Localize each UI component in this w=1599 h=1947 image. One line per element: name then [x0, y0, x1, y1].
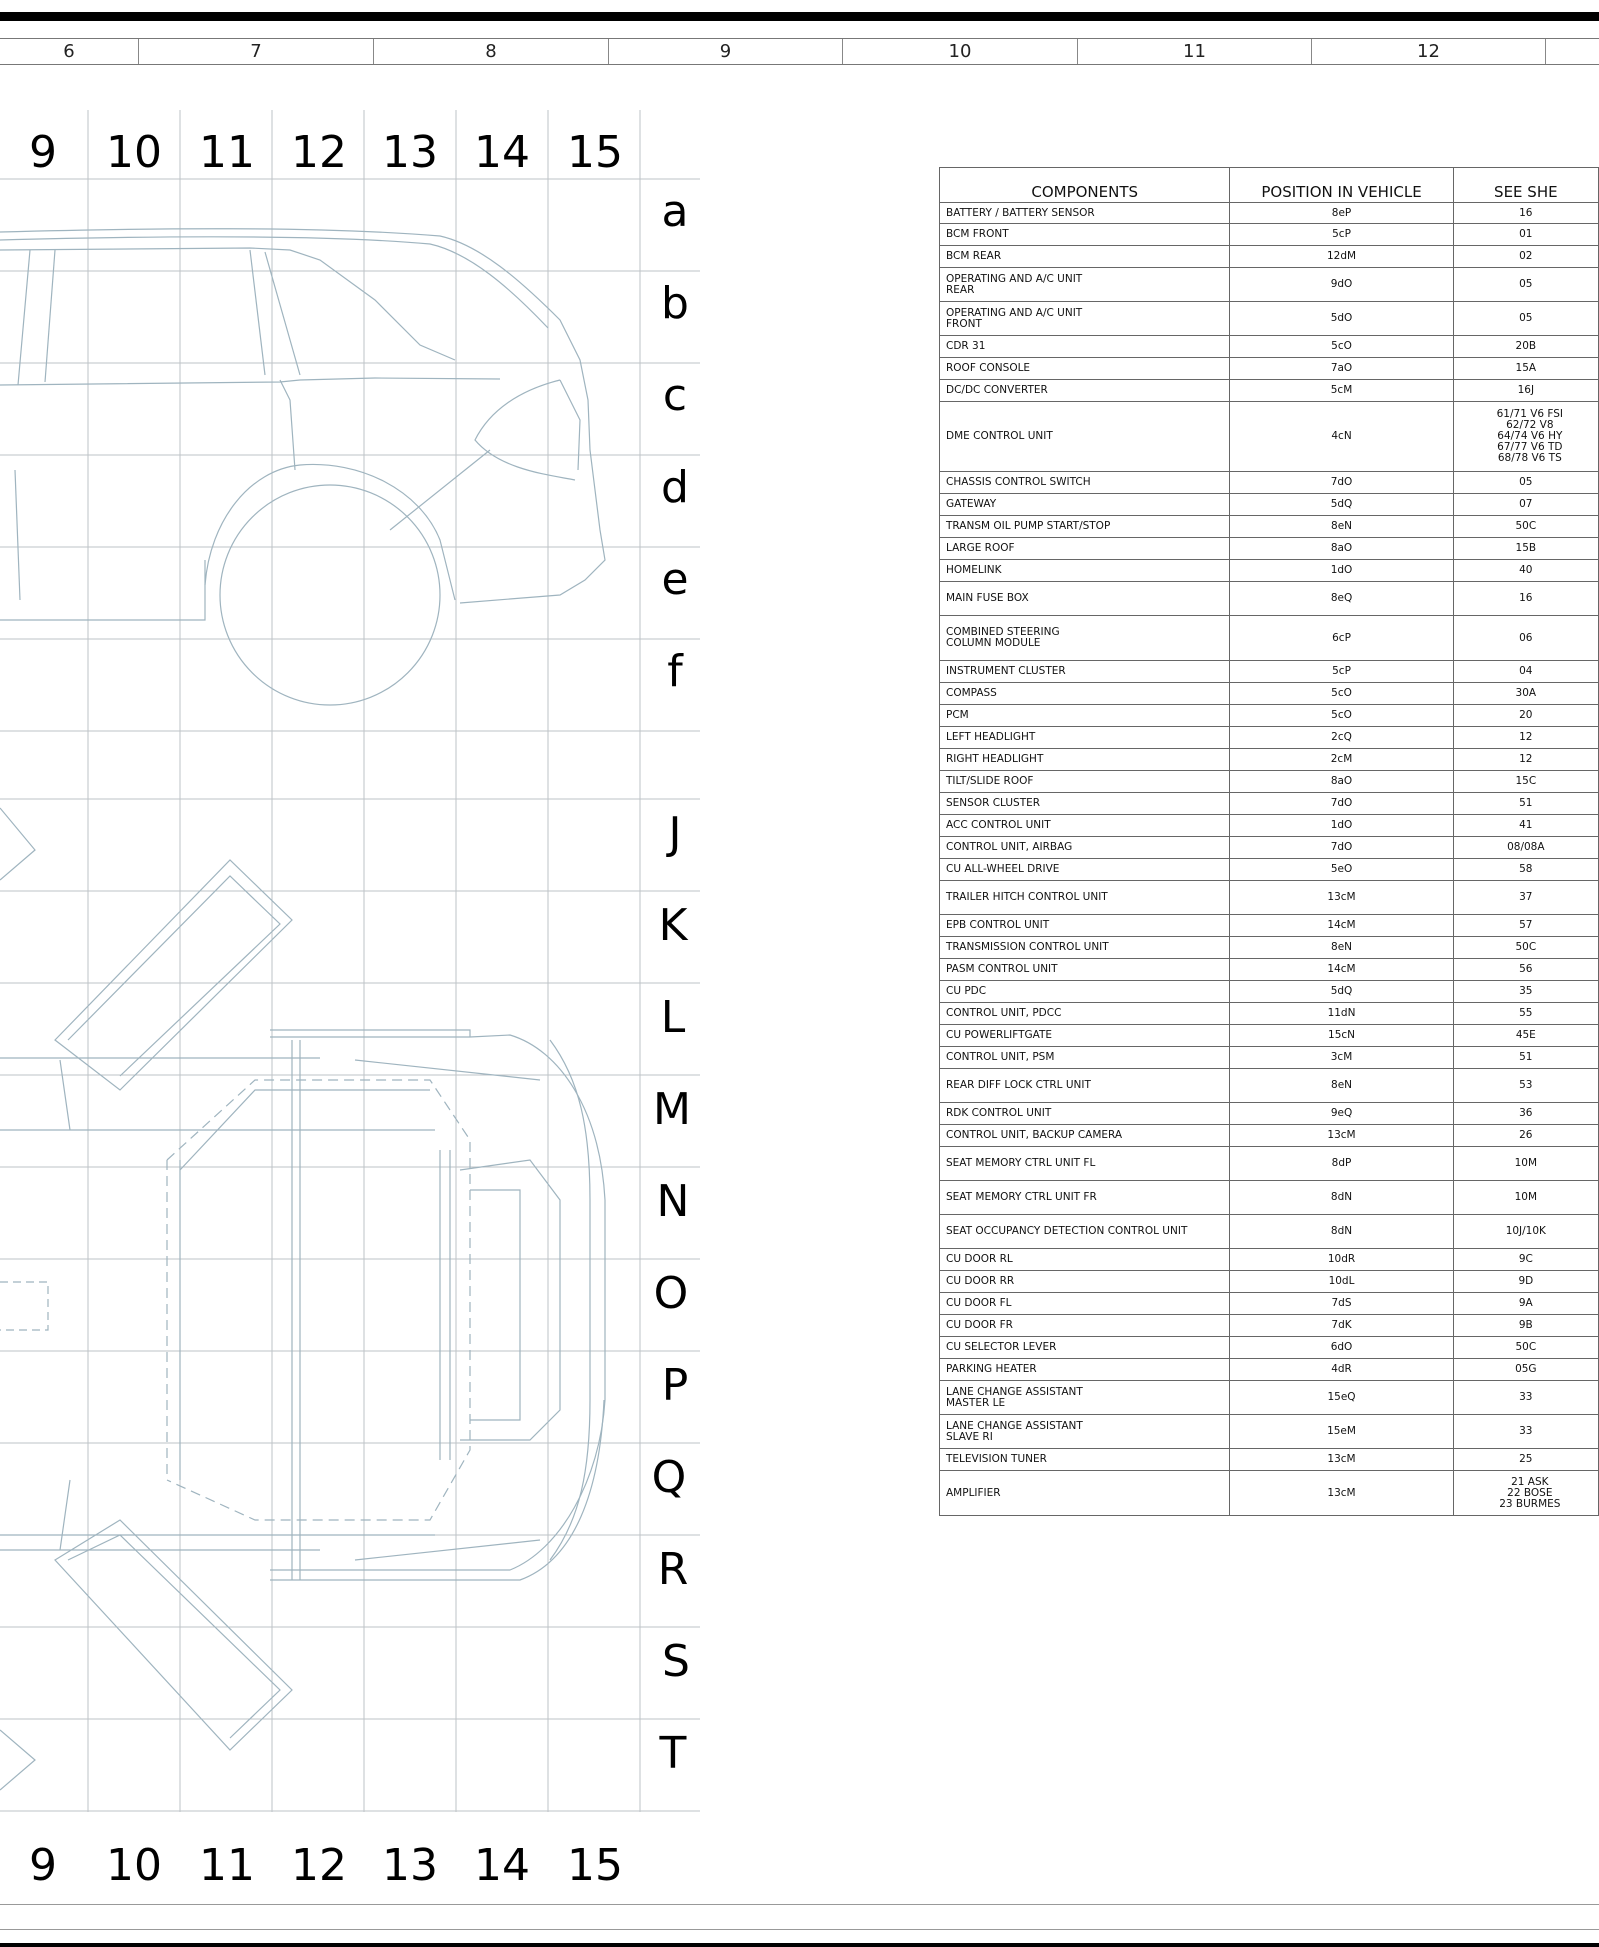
- table-row: [940, 1315, 1599, 1337]
- position-in-vehicle: 1dO: [1230, 560, 1453, 582]
- table-row: [940, 358, 1599, 380]
- position-in-vehicle: 15eM: [1230, 1415, 1453, 1449]
- header-see-sheet: SEE SHE: [1453, 168, 1598, 203]
- see-sheet: 10M: [1453, 1181, 1598, 1215]
- see-sheet: 40: [1453, 560, 1598, 582]
- table-row: [940, 749, 1599, 771]
- position-in-vehicle: 8eN: [1230, 516, 1453, 538]
- component-name: GATEWAY: [940, 494, 1230, 516]
- table-row: [940, 1181, 1599, 1215]
- component-name: CU DOOR FR: [940, 1315, 1230, 1337]
- table-row: [940, 246, 1599, 268]
- component-name: CU ALL-WHEEL DRIVE: [940, 859, 1230, 881]
- component-name: COMBINED STEERING COLUMN MODULE: [940, 616, 1230, 661]
- table-row: [940, 582, 1599, 616]
- see-sheet: 35: [1453, 981, 1598, 1003]
- see-sheet: 50C: [1453, 516, 1598, 538]
- see-sheet: 33: [1453, 1381, 1598, 1415]
- table-row: [940, 560, 1599, 582]
- row-label: a: [661, 186, 689, 237]
- component-name: CONTROL UNIT, PSM: [940, 1047, 1230, 1069]
- component-name: CONTROL UNIT, PDCC: [940, 1003, 1230, 1025]
- row-label: Q: [651, 1452, 687, 1503]
- table-row: [940, 837, 1599, 859]
- component-name: BCM REAR: [940, 246, 1230, 268]
- position-in-vehicle: 15eQ: [1230, 1381, 1453, 1415]
- position-in-vehicle: 5dQ: [1230, 494, 1453, 516]
- table-row: [940, 661, 1599, 683]
- see-sheet: 25: [1453, 1449, 1598, 1471]
- table-row: [940, 859, 1599, 881]
- component-name: DC/DC CONVERTER: [940, 380, 1230, 402]
- see-sheet: 01: [1453, 224, 1598, 246]
- header-components: COMPONENTS: [940, 168, 1230, 203]
- column-label: 15: [567, 127, 623, 178]
- see-sheet: 30A: [1453, 683, 1598, 705]
- position-in-vehicle: 13cM: [1230, 1125, 1453, 1147]
- ruler-cell: 9: [609, 39, 843, 64]
- table-row: [940, 1449, 1599, 1471]
- position-in-vehicle: 12dM: [1230, 246, 1453, 268]
- position-in-vehicle: 13cM: [1230, 1449, 1453, 1471]
- see-sheet: 15A: [1453, 358, 1598, 380]
- table-row: [940, 616, 1599, 661]
- position-in-vehicle: 8eQ: [1230, 582, 1453, 616]
- see-sheet: 08/08A: [1453, 837, 1598, 859]
- column-label: 10: [106, 127, 162, 178]
- table-row: [940, 224, 1599, 246]
- see-sheet: 9C: [1453, 1249, 1598, 1271]
- see-sheet: 20: [1453, 705, 1598, 727]
- table-row: [940, 815, 1599, 837]
- table-row: [940, 881, 1599, 915]
- see-sheet: 02: [1453, 246, 1598, 268]
- see-sheet: 07: [1453, 494, 1598, 516]
- ruler-cell: 10: [843, 39, 1078, 64]
- component-name: INSTRUMENT CLUSTER: [940, 661, 1230, 683]
- see-sheet: 20B: [1453, 336, 1598, 358]
- column-label: 13: [382, 127, 438, 178]
- position-in-vehicle: 5cM: [1230, 380, 1453, 402]
- position-in-vehicle: 2cM: [1230, 749, 1453, 771]
- position-in-vehicle: 7aO: [1230, 358, 1453, 380]
- see-sheet: 9B: [1453, 1315, 1598, 1337]
- table-row: [940, 771, 1599, 793]
- table-row: [940, 793, 1599, 815]
- column-label: 15: [567, 1840, 623, 1891]
- table-row: [940, 727, 1599, 749]
- see-sheet: 33: [1453, 1415, 1598, 1449]
- see-sheet: 05: [1453, 302, 1598, 336]
- see-sheet: 9A: [1453, 1293, 1598, 1315]
- row-label: T: [659, 1728, 687, 1779]
- column-label: 10: [106, 1840, 162, 1891]
- header-position: POSITION IN VEHICLE: [1230, 168, 1453, 203]
- component-name: BATTERY / BATTERY SENSOR: [940, 203, 1230, 224]
- row-label: K: [658, 900, 688, 951]
- column-label: 14: [474, 1840, 530, 1891]
- ruler-cell: 12: [1312, 39, 1546, 64]
- position-in-vehicle: 10dR: [1230, 1249, 1453, 1271]
- table-row: [940, 402, 1599, 472]
- component-name: SEAT MEMORY CTRL UNIT FR: [940, 1181, 1230, 1215]
- column-label: 12: [291, 127, 347, 178]
- position-in-vehicle: 8eN: [1230, 937, 1453, 959]
- component-name: CONTROL UNIT, BACKUP CAMERA: [940, 1125, 1230, 1147]
- column-label: 14: [474, 127, 530, 178]
- see-sheet: 21 ASK 22 BOSE 23 BURMES: [1453, 1471, 1598, 1516]
- position-in-vehicle: 5cO: [1230, 683, 1453, 705]
- position-in-vehicle: 5dO: [1230, 302, 1453, 336]
- component-name: COMPASS: [940, 683, 1230, 705]
- column-label: 11: [199, 127, 255, 178]
- see-sheet: 57: [1453, 915, 1598, 937]
- component-name: OPERATING AND A/C UNIT REAR: [940, 268, 1230, 302]
- component-name: TELEVISION TUNER: [940, 1449, 1230, 1471]
- position-in-vehicle: 9dO: [1230, 268, 1453, 302]
- component-name: TRANSMISSION CONTROL UNIT: [940, 937, 1230, 959]
- table-row: [940, 705, 1599, 727]
- table-row: [940, 959, 1599, 981]
- see-sheet: 04: [1453, 661, 1598, 683]
- position-in-vehicle: 8dN: [1230, 1215, 1453, 1249]
- component-name: MAIN FUSE BOX: [940, 582, 1230, 616]
- see-sheet: 16J: [1453, 380, 1598, 402]
- position-in-vehicle: 15cN: [1230, 1025, 1453, 1047]
- see-sheet: 41: [1453, 815, 1598, 837]
- see-sheet: 37: [1453, 881, 1598, 915]
- see-sheet: 16: [1453, 582, 1598, 616]
- column-label: 11: [199, 1840, 255, 1891]
- see-sheet: 05: [1453, 472, 1598, 494]
- row-label: M: [653, 1084, 691, 1135]
- table-row: [940, 1415, 1599, 1449]
- table-row: [940, 1359, 1599, 1381]
- see-sheet: 05: [1453, 268, 1598, 302]
- row-label: N: [656, 1176, 690, 1227]
- table-row: [940, 538, 1599, 560]
- component-name: PCM: [940, 705, 1230, 727]
- table-row: [940, 1293, 1599, 1315]
- position-in-vehicle: 9eQ: [1230, 1103, 1453, 1125]
- position-in-vehicle: 8eP: [1230, 203, 1453, 224]
- table-row: [940, 1271, 1599, 1293]
- row-label: P: [661, 1360, 689, 1411]
- ruler-cell: 11: [1078, 39, 1312, 64]
- table-row: [940, 1471, 1599, 1516]
- table-row: [940, 516, 1599, 538]
- see-sheet: 10M: [1453, 1147, 1598, 1181]
- see-sheet: 50C: [1453, 937, 1598, 959]
- component-name: ACC CONTROL UNIT: [940, 815, 1230, 837]
- table-row: [940, 915, 1599, 937]
- position-in-vehicle: 13cM: [1230, 881, 1453, 915]
- see-sheet: 26: [1453, 1125, 1598, 1147]
- position-in-vehicle: 8dP: [1230, 1147, 1453, 1181]
- component-name: RDK CONTROL UNIT: [940, 1103, 1230, 1125]
- table-row: [940, 1103, 1599, 1125]
- component-name: CU PDC: [940, 981, 1230, 1003]
- table-row: [940, 336, 1599, 358]
- table-row: [940, 1047, 1599, 1069]
- position-in-vehicle: 8aO: [1230, 538, 1453, 560]
- component-name: EPB CONTROL UNIT: [940, 915, 1230, 937]
- position-in-vehicle: 8aO: [1230, 771, 1453, 793]
- column-label: 9: [29, 127, 57, 178]
- table-header-row: [940, 168, 1599, 203]
- position-in-vehicle: 5eO: [1230, 859, 1453, 881]
- table-row: [940, 203, 1599, 224]
- row-label: O: [653, 1268, 689, 1319]
- component-name: TRANSM OIL PUMP START/STOP: [940, 516, 1230, 538]
- table-row: [940, 1249, 1599, 1271]
- table-row: [940, 302, 1599, 336]
- component-name: OPERATING AND A/C UNIT FRONT: [940, 302, 1230, 336]
- see-sheet: 15B: [1453, 538, 1598, 560]
- component-name: AMPLIFIER: [940, 1471, 1230, 1516]
- see-sheet: 53: [1453, 1069, 1598, 1103]
- see-sheet: 55: [1453, 1003, 1598, 1025]
- components-table: [939, 167, 1599, 1516]
- row-label: R: [657, 1544, 689, 1595]
- row-label: J: [668, 808, 682, 859]
- component-name: LARGE ROOF: [940, 538, 1230, 560]
- position-in-vehicle: 6dO: [1230, 1337, 1453, 1359]
- component-name: TILT/SLIDE ROOF: [940, 771, 1230, 793]
- table-row: [940, 1381, 1599, 1415]
- row-label: b: [661, 278, 689, 329]
- see-sheet: 36: [1453, 1103, 1598, 1125]
- position-in-vehicle: 5cO: [1230, 705, 1453, 727]
- position-in-vehicle: 8eN: [1230, 1069, 1453, 1103]
- component-name: DME CONTROL UNIT: [940, 402, 1230, 472]
- column-label: 13: [382, 1840, 438, 1891]
- row-label: S: [662, 1636, 690, 1687]
- component-name: CDR 31: [940, 336, 1230, 358]
- table-row: [940, 494, 1599, 516]
- table-row: [940, 937, 1599, 959]
- table-row: [940, 380, 1599, 402]
- table-row: [940, 981, 1599, 1003]
- position-in-vehicle: 7dS: [1230, 1293, 1453, 1315]
- component-name: RIGHT HEADLIGHT: [940, 749, 1230, 771]
- position-in-vehicle: 14cM: [1230, 959, 1453, 981]
- position-in-vehicle: 6cP: [1230, 616, 1453, 661]
- component-name: LANE CHANGE ASSISTANT MASTER LE: [940, 1381, 1230, 1415]
- component-name: LEFT HEADLIGHT: [940, 727, 1230, 749]
- see-sheet: 06: [1453, 616, 1598, 661]
- table-row: [940, 268, 1599, 302]
- component-name: CU DOOR RR: [940, 1271, 1230, 1293]
- column-label: 9: [29, 1840, 57, 1891]
- component-name: SENSOR CLUSTER: [940, 793, 1230, 815]
- position-in-vehicle: 13cM: [1230, 1471, 1453, 1516]
- see-sheet: 12: [1453, 727, 1598, 749]
- component-name: SEAT OCCUPANCY DETECTION CONTROL UNIT: [940, 1215, 1230, 1249]
- see-sheet: 05G: [1453, 1359, 1598, 1381]
- see-sheet: 9D: [1453, 1271, 1598, 1293]
- component-name: SEAT MEMORY CTRL UNIT FL: [940, 1147, 1230, 1181]
- component-name: TRAILER HITCH CONTROL UNIT: [940, 881, 1230, 915]
- table-row: [940, 1147, 1599, 1181]
- row-label: e: [661, 554, 689, 605]
- table-row: [940, 1125, 1599, 1147]
- see-sheet: 61/71 V6 FSI 62/72 V8 64/74 V6 HY 67/77 V6 TD 68/78 V6 TS: [1453, 402, 1598, 472]
- position-in-vehicle: 5cO: [1230, 336, 1453, 358]
- component-name: PARKING HEATER: [940, 1359, 1230, 1381]
- position-in-vehicle: 7dO: [1230, 837, 1453, 859]
- bottom-border-lines: [0, 1904, 1599, 1930]
- row-label: L: [660, 992, 686, 1043]
- table-row: [940, 1025, 1599, 1047]
- see-sheet: 10J/10K: [1453, 1215, 1598, 1249]
- position-in-vehicle: 5cP: [1230, 224, 1453, 246]
- see-sheet: 51: [1453, 793, 1598, 815]
- component-name: CU SELECTOR LEVER: [940, 1337, 1230, 1359]
- column-label: 12: [291, 1840, 347, 1891]
- row-label: f: [667, 646, 683, 697]
- component-name: REAR DIFF LOCK CTRL UNIT: [940, 1069, 1230, 1103]
- component-name: BCM FRONT: [940, 224, 1230, 246]
- see-sheet: 56: [1453, 959, 1598, 981]
- position-in-vehicle: 8dN: [1230, 1181, 1453, 1215]
- position-in-vehicle: 4dR: [1230, 1359, 1453, 1381]
- component-name: CU POWERLIFTGATE: [940, 1025, 1230, 1047]
- component-name: CONTROL UNIT, AIRBAG: [940, 837, 1230, 859]
- see-sheet: 15C: [1453, 771, 1598, 793]
- table-row: [940, 1003, 1599, 1025]
- component-name: LANE CHANGE ASSISTANT SLAVE RI: [940, 1415, 1230, 1449]
- component-name: CU DOOR RL: [940, 1249, 1230, 1271]
- position-in-vehicle: 14cM: [1230, 915, 1453, 937]
- table-row: [940, 683, 1599, 705]
- table-row: [940, 472, 1599, 494]
- position-in-vehicle: 11dN: [1230, 1003, 1453, 1025]
- position-in-vehicle: 3cM: [1230, 1047, 1453, 1069]
- ruler-cell: 7: [139, 39, 374, 64]
- table-row: [940, 1069, 1599, 1103]
- table-row: [940, 1337, 1599, 1359]
- ruler-cell: 6: [0, 39, 139, 64]
- table-row: [940, 1215, 1599, 1249]
- see-sheet: 16: [1453, 203, 1598, 224]
- position-in-vehicle: 4cN: [1230, 402, 1453, 472]
- component-name: CHASSIS CONTROL SWITCH: [940, 472, 1230, 494]
- see-sheet: 45E: [1453, 1025, 1598, 1047]
- bottom-border-bar: [0, 1943, 1599, 1947]
- position-in-vehicle: 7dO: [1230, 793, 1453, 815]
- position-in-vehicle: 2cQ: [1230, 727, 1453, 749]
- position-in-vehicle: 5dQ: [1230, 981, 1453, 1003]
- position-in-vehicle: 7dO: [1230, 472, 1453, 494]
- position-in-vehicle: 10dL: [1230, 1271, 1453, 1293]
- row-label: c: [662, 370, 688, 421]
- see-sheet: 58: [1453, 859, 1598, 881]
- ruler-cell: 8: [374, 39, 609, 64]
- row-label: d: [661, 462, 689, 513]
- see-sheet: 51: [1453, 1047, 1598, 1069]
- component-name: ROOF CONSOLE: [940, 358, 1230, 380]
- component-name: PASM CONTROL UNIT: [940, 959, 1230, 981]
- position-in-vehicle: 1dO: [1230, 815, 1453, 837]
- component-name: HOMELINK: [940, 560, 1230, 582]
- see-sheet: 12: [1453, 749, 1598, 771]
- see-sheet: 50C: [1453, 1337, 1598, 1359]
- component-name: CU DOOR FL: [940, 1293, 1230, 1315]
- position-in-vehicle: 7dK: [1230, 1315, 1453, 1337]
- position-in-vehicle: 5cP: [1230, 661, 1453, 683]
